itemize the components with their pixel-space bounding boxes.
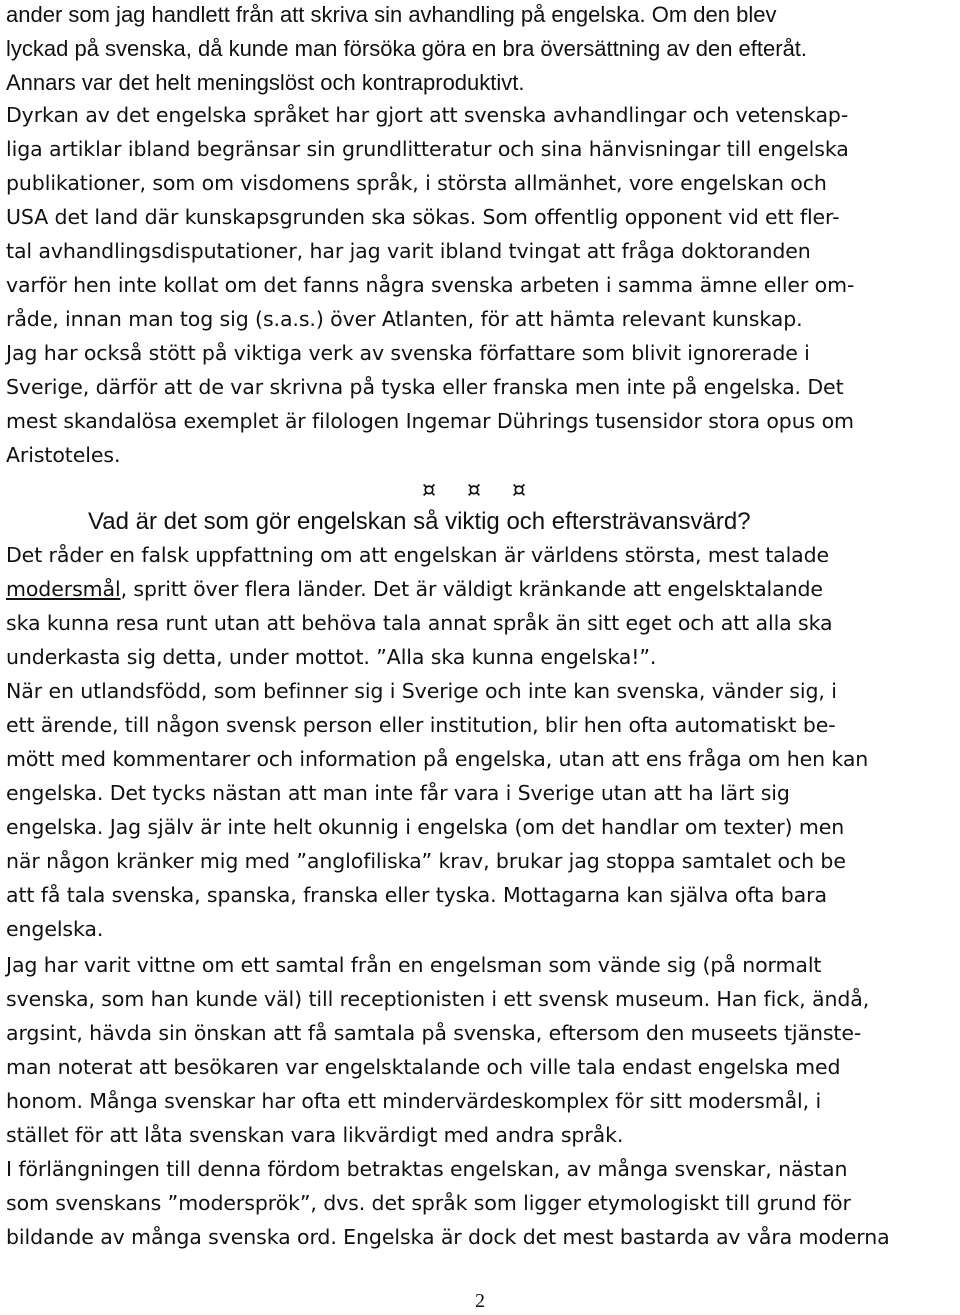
- text-line: råde, innan man tog sig (s.a.s.) över Atlanten, för att hämta relevant kunskap.: [6, 307, 803, 331]
- text-line: honom. Många svenskar har ofta ett mindervärdeskomplex för sitt modersmål, i: [6, 1089, 822, 1113]
- text-line: lyckad på svenska, då kunde man försöka göra en bra översättning av den efteråt.: [6, 36, 808, 61]
- text-line: Annars var det helt meningslöst och kontraproduktivt.: [6, 70, 525, 95]
- text-line: Jag har också stött på viktiga verk av svenska författare som blivit ignorerade i: [6, 341, 810, 365]
- text-line: Aristoteles.: [6, 443, 121, 467]
- text-line: när någon kränker mig med ”anglofiliska” krav, brukar jag stoppa samtalet och be: [6, 849, 846, 873]
- text-line: I förlängningen till denna fördom betraktas engelskan, av många svenskar, nästan: [6, 1157, 848, 1181]
- text-line-rest: , spritt över flera länder. Det är väldigt kränkande att engelsktalande: [120, 577, 823, 601]
- text-line: som svenskans ”modersprök”, dvs. det språk som ligger etymologiskt till grund för: [6, 1191, 851, 1215]
- text-line: tal avhandlingsdisputationer, har jag varit ibland tvingat att fråga doktoranden: [6, 239, 811, 263]
- text-line: ander som jag handlett från att skriva sin avhandling på engelska. Om den blev: [6, 2, 777, 27]
- text-line: att få tala svenska, spanska, franska eller tyska. Mottagarna kan själva ofta bara: [6, 883, 827, 907]
- text-line: USA det land där kunskapsgrunden ska sökas. Som offentlig opponent vid ett fler-: [6, 205, 840, 229]
- text-line: mött med kommentarer och information på engelska, utan att ens fråga om hen kan: [6, 747, 869, 771]
- text-line: underkasta sig detta, under mottot. ”Alla ska kunna engelska!”.: [6, 645, 657, 669]
- text-line: mest skandalösa exemplet är filologen Ingemar Dührings tusensidor stora opus om: [6, 409, 854, 433]
- text-line: argsint, hävda sin önskan att få samtala på svenska, eftersom den museets tjänste-: [6, 1021, 862, 1045]
- text-line: engelska. Jag själv är inte helt okunnig i engelska (om det handlar om texter) men: [6, 815, 845, 839]
- text-line: Det råder en falsk uppfattning om att engelskan är världens största, mest talade: [6, 543, 830, 567]
- text-line: ska kunna resa runt utan att behöva tala annat språk än sitt eget och att alla ska: [6, 611, 833, 635]
- text-line: svenska, som han kunde väl) till receptionisten i ett svensk museum. Han fick, ändå,: [6, 987, 870, 1011]
- section-heading: Vad är det som gör engelskan så viktig och eftersträvansvärd?: [88, 508, 751, 535]
- text-line: engelska. Det tycks nästan att man inte får vara i Sverige utan att ha lärt sig: [6, 781, 790, 805]
- text-line: varför hen inte kollat om det fanns några svenska arbeten i samma ämne eller om-: [6, 273, 855, 297]
- underlined-word: modersmål: [6, 577, 121, 601]
- text-line: bildande av många svenska ord. Engelska är dock det mest bastarda av våra moderna: [6, 1225, 890, 1249]
- text-line: ett ärende, till någon svensk person eller institution, blir hen ofta automatiskt be-: [6, 713, 836, 737]
- text-line: Dyrkan av det engelska språket har gjort att svenska avhandlingar och vetenskap-: [6, 103, 849, 127]
- text-line: liga artiklar ibland begränsar sin grundlitteratur och sina hänvisningar till engelska: [6, 137, 849, 161]
- text-line: man noterat att besökaren var engelsktalande och ville tala endast engelska med: [6, 1055, 841, 1079]
- text-line: [6, 577, 823, 601]
- text-line: Jag har varit vittne om ett samtal från en engelsman som vände sig (på normalt: [6, 953, 822, 977]
- text-line: När en utlandsfödd, som befinner sig i Sverige och inte kan svenska, vänder sig, i: [6, 679, 837, 703]
- text-line: publikationer, som om visdomens språk, i största allmänhet, vore engelskan och: [6, 171, 827, 195]
- text-line: engelska.: [6, 917, 104, 941]
- text-line: Sverige, därför att de var skrivna på tyska eller franska men inte på engelska. Det: [6, 375, 844, 399]
- text-line: stället för att låta svenskan vara likvärdigt med andra språk.: [6, 1123, 624, 1147]
- section-ornament: ¤ ¤ ¤: [422, 478, 538, 503]
- page-number: 2: [475, 1290, 485, 1312]
